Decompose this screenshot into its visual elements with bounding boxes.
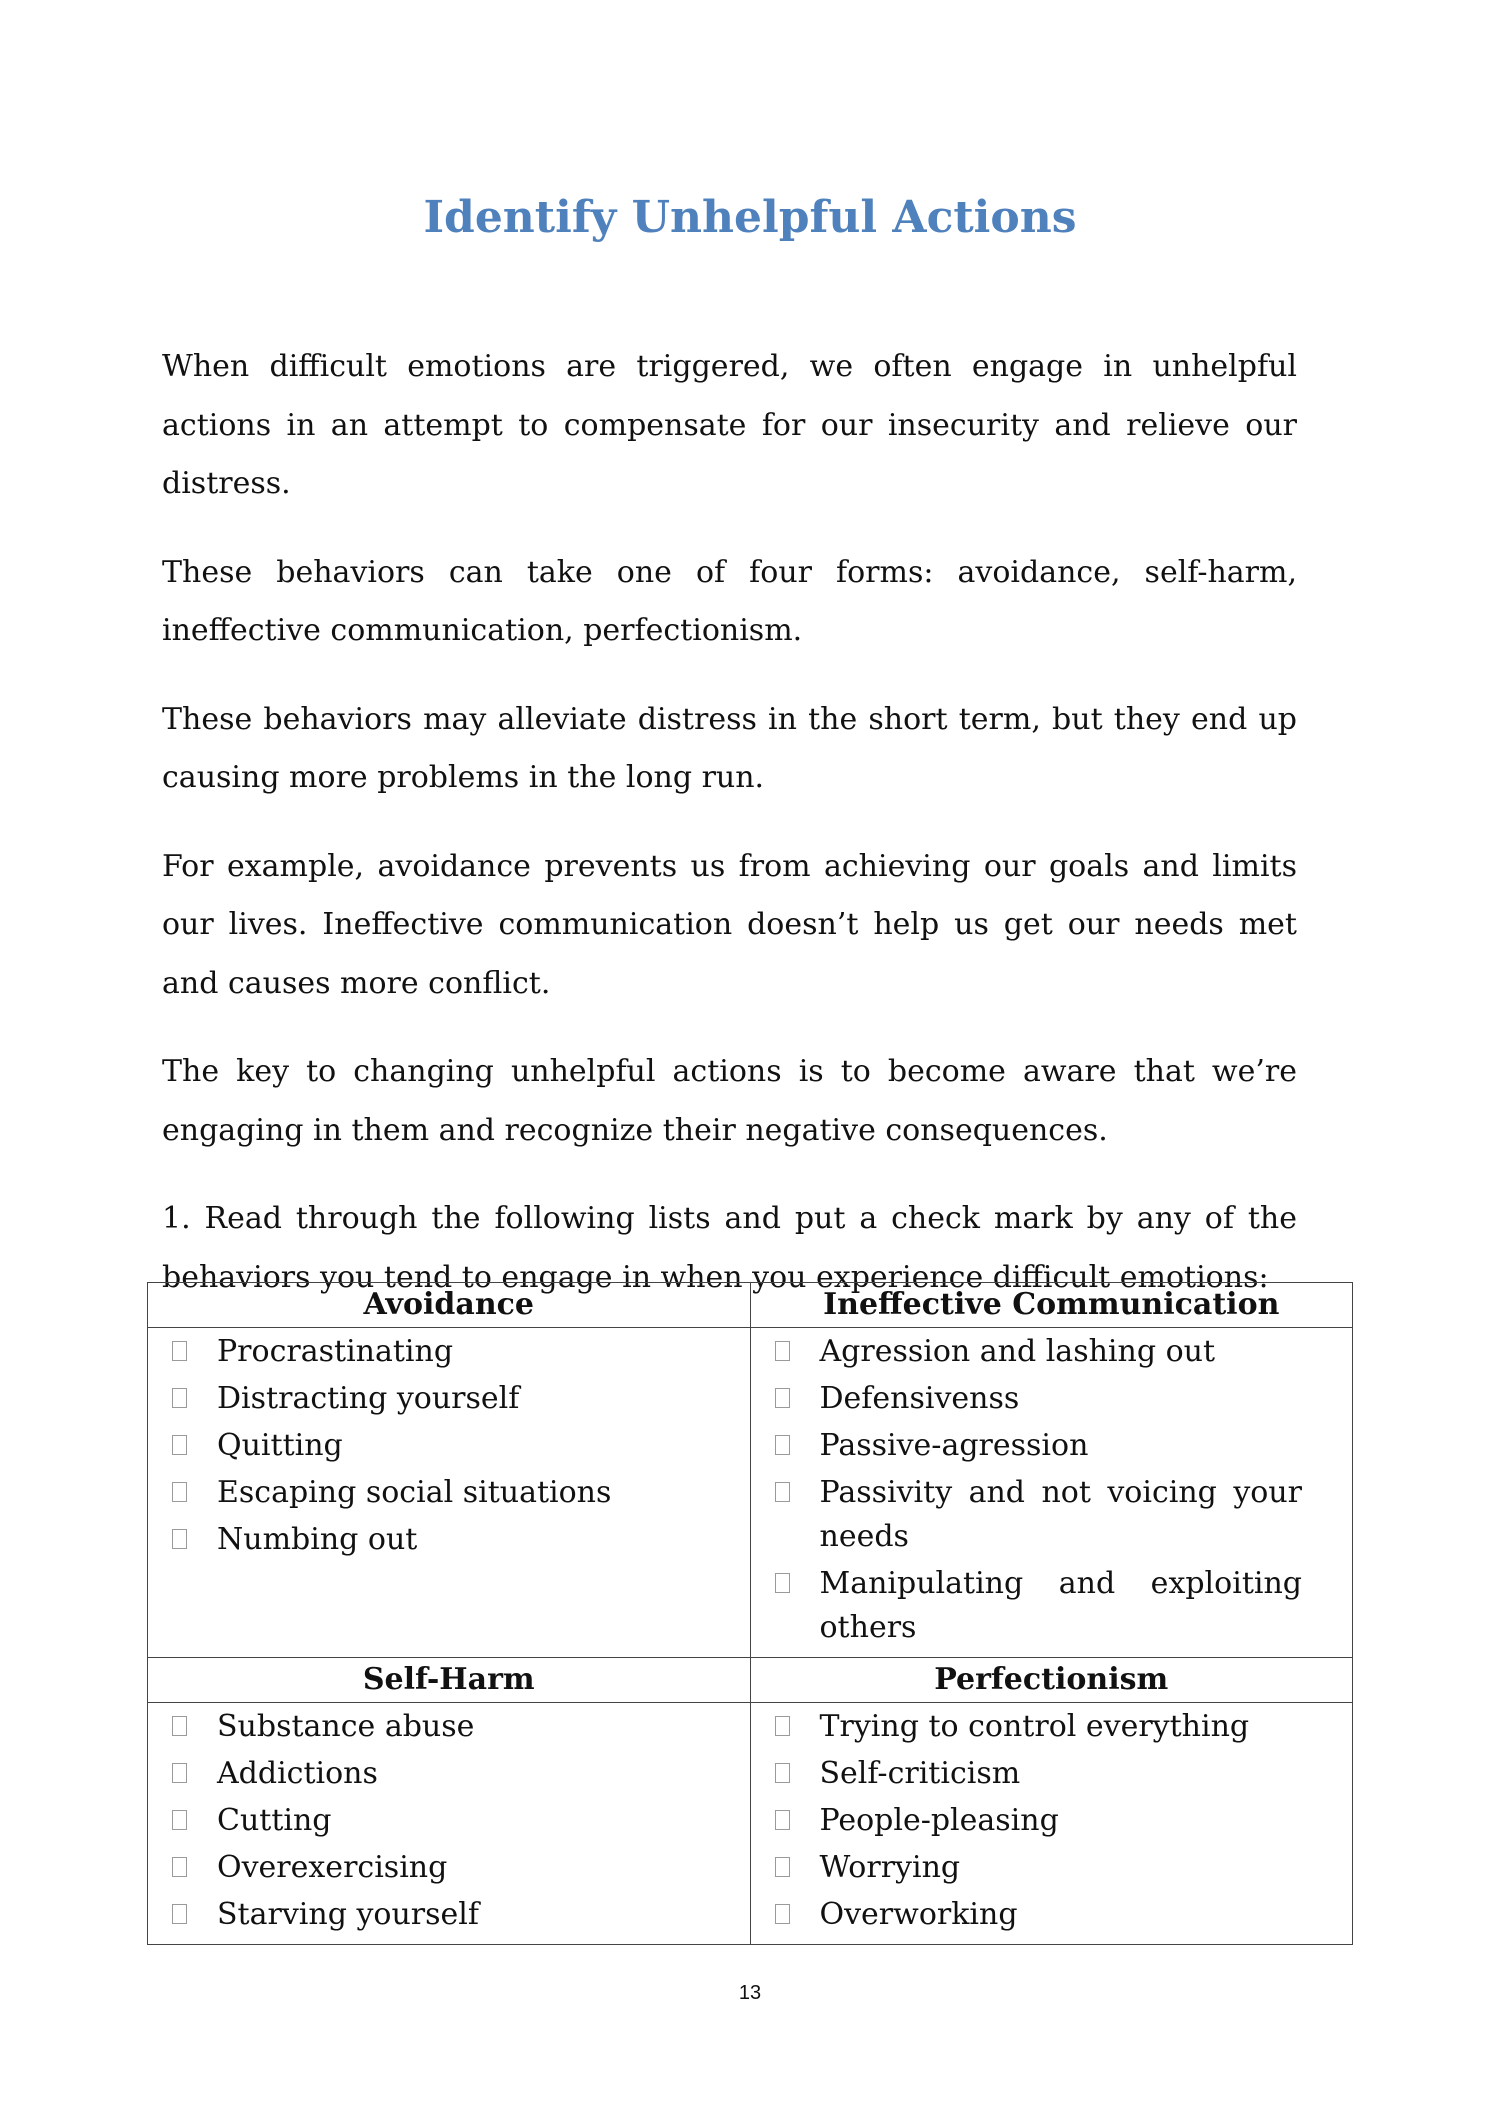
ineffective-communication-list: [750, 1328, 1353, 1658]
checklist-item[interactable]: Manipulating and exploiting others: [751, 1562, 1353, 1650]
empty-checkbox-icon[interactable]: [775, 1341, 790, 1361]
avoidance-list: [148, 1328, 751, 1658]
perfectionism-list: [750, 1703, 1353, 1945]
heading-avoidance: Avoidance: [148, 1283, 751, 1328]
checklist-item[interactable]: People-pleasing: [751, 1799, 1353, 1843]
checklist-item[interactable]: Cutting: [148, 1799, 750, 1843]
empty-checkbox-icon[interactable]: [172, 1810, 187, 1830]
body-text: [162, 338, 1297, 1337]
empty-checkbox-icon[interactable]: [172, 1435, 187, 1455]
checklist-item[interactable]: Addictions: [148, 1752, 750, 1796]
empty-checkbox-icon[interactable]: [775, 1857, 790, 1877]
empty-checkbox-icon[interactable]: [172, 1341, 187, 1361]
page-title: Identify Unhelpful Actions: [423, 192, 1077, 243]
checklist-item[interactable]: Agression and lashing out: [751, 1330, 1353, 1374]
checklist-item[interactable]: Trying to control everything: [751, 1705, 1353, 1749]
self-harm-list: [148, 1703, 751, 1945]
empty-checkbox-icon[interactable]: [172, 1904, 187, 1924]
empty-checkbox-icon[interactable]: [172, 1529, 187, 1549]
paragraph-forms: These behaviors can take one of four forms: avoidance, self-harm, ineffective communication, perfectionism.: [162, 554, 1297, 648]
checklist-item[interactable]: Overworking: [751, 1893, 1353, 1937]
behaviors-checklist-table: [147, 1282, 1353, 1945]
empty-checkbox-icon[interactable]: [775, 1716, 790, 1736]
empty-checkbox-icon[interactable]: [172, 1763, 187, 1783]
instruction-step-1: 1. Read through the following lists and put a check mark by any of the behaviors you tend to engage in when you experience difficult emotions:: [162, 1201, 1297, 1295]
paragraph-example: For example, avoidance prevents us from achieving our goals and limits our lives. Ineffective communication doesn’t help us get our needs met and causes more conflict.: [162, 848, 1297, 1001]
empty-checkbox-icon[interactable]: [775, 1573, 790, 1593]
paragraph-intro: When difficult emotions are triggered, we often engage in unhelpful actions in an attempt to compensate for our insecurity and relieve our distress.: [162, 349, 1297, 501]
empty-checkbox-icon[interactable]: [172, 1857, 187, 1877]
checklist-item[interactable]: Starving yourself: [148, 1893, 750, 1937]
paragraph-short-term: These behaviors may alleviate distress in the short term, but they end up causing more problems in the long run.: [162, 701, 1297, 795]
page-number: 13: [738, 1982, 762, 2004]
checklist-item[interactable]: Passive-agression: [751, 1424, 1353, 1468]
empty-checkbox-icon[interactable]: [775, 1904, 790, 1924]
checklist-item[interactable]: Escaping social situations: [148, 1471, 750, 1515]
checklist-item[interactable]: Substance abuse: [148, 1705, 750, 1749]
checklist-item[interactable]: Distracting yourself: [148, 1377, 750, 1421]
empty-checkbox-icon[interactable]: [775, 1810, 790, 1830]
checklist-item[interactable]: Quitting: [148, 1424, 750, 1468]
heading-self-harm: Self-Harm: [148, 1658, 751, 1703]
empty-checkbox-icon[interactable]: [775, 1388, 790, 1408]
heading-ineffective-communication: Ineffective Communication: [750, 1283, 1353, 1328]
checklist-item[interactable]: Procrastinating: [148, 1330, 750, 1374]
empty-checkbox-icon[interactable]: [775, 1435, 790, 1455]
checklist-item[interactable]: Defensivenss: [751, 1377, 1353, 1421]
checklist-item[interactable]: Passivity and not voicing your needs: [751, 1471, 1353, 1559]
checklist-item[interactable]: Overexercising: [148, 1846, 750, 1890]
empty-checkbox-icon[interactable]: [172, 1716, 187, 1736]
empty-checkbox-icon[interactable]: [775, 1763, 790, 1783]
empty-checkbox-icon[interactable]: [172, 1482, 187, 1502]
paragraph-key: The key to changing unhelpful actions is to become aware that we’re engaging in them and recognize their negative consequences.: [162, 1054, 1297, 1148]
checklist-item[interactable]: Self-criticism: [751, 1752, 1353, 1796]
empty-checkbox-icon[interactable]: [172, 1388, 187, 1408]
checklist-item[interactable]: Worrying: [751, 1846, 1353, 1890]
empty-checkbox-icon[interactable]: [775, 1482, 790, 1502]
checklist-item[interactable]: Numbing out: [148, 1518, 750, 1562]
heading-perfectionism: Perfectionism: [750, 1658, 1353, 1703]
